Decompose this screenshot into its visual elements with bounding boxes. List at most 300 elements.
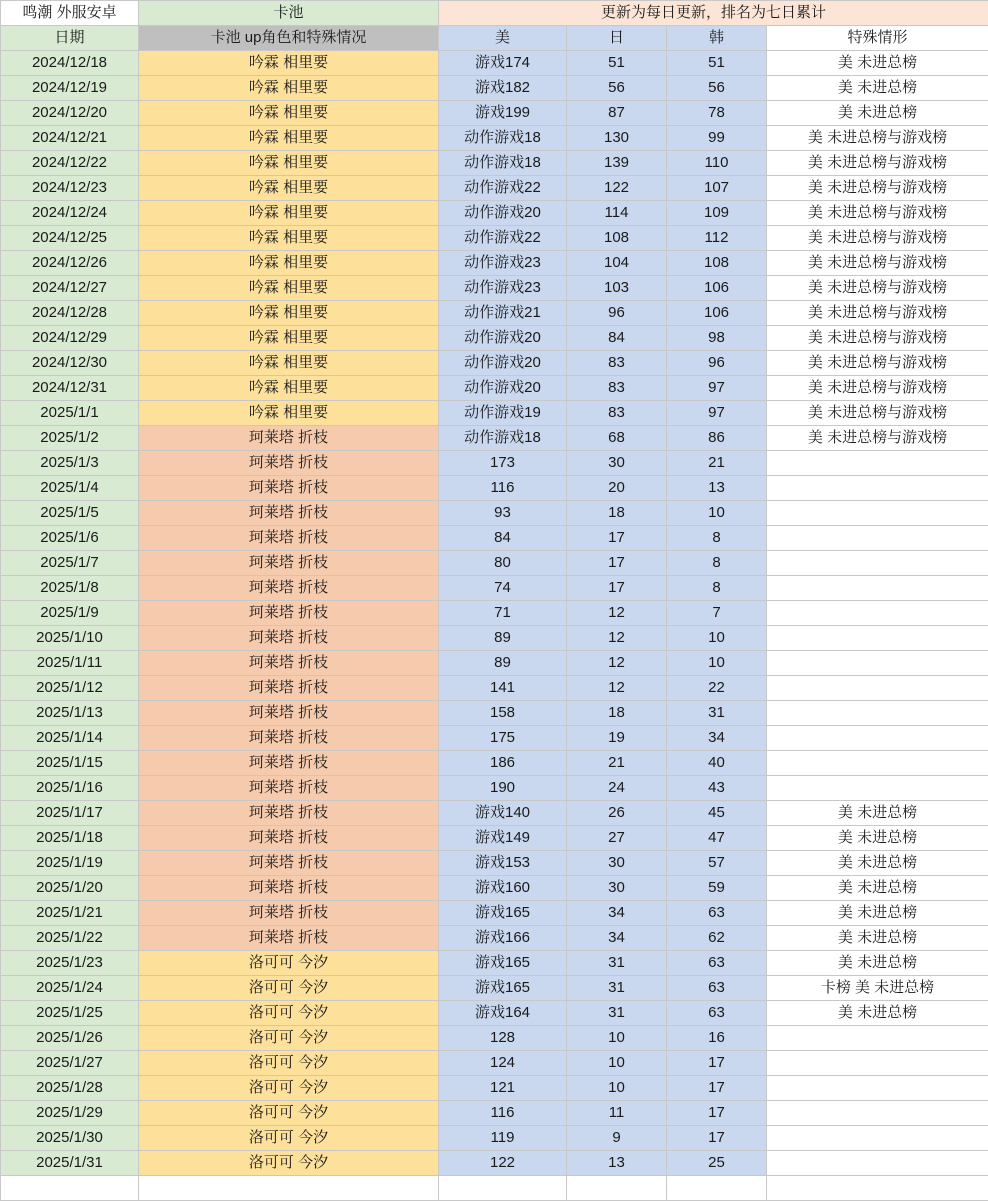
cell-us-rank: 175 — [439, 726, 567, 751]
cell-date: 2024/12/25 — [1, 226, 139, 251]
cell-pool: 吟霖 相里要 — [139, 201, 439, 226]
table-row — [1, 1076, 988, 1101]
cell-kr-rank: 96 — [667, 351, 767, 376]
table-row — [1, 451, 988, 476]
cell-jp-rank: 51 — [567, 51, 667, 76]
cell-jp-rank: 18 — [567, 701, 667, 726]
table-row — [1, 551, 988, 576]
cell-note: 美 未进总榜 — [767, 101, 988, 126]
cell-jp-rank: 96 — [567, 301, 667, 326]
cell-note: 美 未进总榜与游戏榜 — [767, 401, 988, 426]
cell-us-rank: 190 — [439, 776, 567, 801]
cell-date: 2025/1/18 — [1, 826, 139, 851]
cell-jp-rank: 68 — [567, 426, 667, 451]
cell-kr-rank: 17 — [667, 1126, 767, 1151]
empty-cell — [139, 1176, 439, 1201]
cell-date: 2025/1/16 — [1, 776, 139, 801]
cell-pool: 珂莱塔 折枝 — [139, 826, 439, 851]
cell-note: 美 未进总榜与游戏榜 — [767, 301, 988, 326]
cell-date: 2024/12/26 — [1, 251, 139, 276]
cell-pool: 洛可可 今汐 — [139, 1051, 439, 1076]
cell-pool: 洛可可 今汐 — [139, 951, 439, 976]
cell-jp-rank: 103 — [567, 276, 667, 301]
cell-jp-rank: 139 — [567, 151, 667, 176]
cell-note — [767, 726, 988, 751]
cell-note: 美 未进总榜 — [767, 876, 988, 901]
cell-kr-rank: 17 — [667, 1051, 767, 1076]
cell-note: 美 未进总榜与游戏榜 — [767, 226, 988, 251]
cell-pool: 珂莱塔 折枝 — [139, 551, 439, 576]
cell-pool: 珂莱塔 折枝 — [139, 751, 439, 776]
cell-pool: 吟霖 相里要 — [139, 301, 439, 326]
cell-jp-rank: 83 — [567, 376, 667, 401]
cell-pool: 珂莱塔 折枝 — [139, 451, 439, 476]
cell-date: 2025/1/15 — [1, 751, 139, 776]
cell-kr-rank: 106 — [667, 301, 767, 326]
cell-us-rank: 141 — [439, 676, 567, 701]
cell-pool: 洛可可 今汐 — [139, 1026, 439, 1051]
table-row — [1, 376, 988, 401]
cell-note — [767, 551, 988, 576]
cell-note — [767, 1151, 988, 1176]
cell-date: 2024/12/27 — [1, 276, 139, 301]
cell-pool: 珂莱塔 折枝 — [139, 526, 439, 551]
cell-jp-rank: 9 — [567, 1126, 667, 1151]
cell-kr-rank: 63 — [667, 976, 767, 1001]
cell-jp-rank: 11 — [567, 1101, 667, 1126]
cell-note — [767, 751, 988, 776]
cell-date: 2025/1/24 — [1, 976, 139, 1001]
cell-us-rank: 游戏160 — [439, 876, 567, 901]
cell-jp-rank: 56 — [567, 76, 667, 101]
cell-us-rank: 74 — [439, 576, 567, 601]
cell-jp-rank: 17 — [567, 576, 667, 601]
cell-note: 美 未进总榜与游戏榜 — [767, 151, 988, 176]
table-row — [1, 1001, 988, 1026]
empty-cell — [439, 1176, 567, 1201]
cell-us-rank: 173 — [439, 451, 567, 476]
cell-kr-rank: 47 — [667, 826, 767, 851]
cell-kr-rank: 86 — [667, 426, 767, 451]
cell-pool: 珂莱塔 折枝 — [139, 926, 439, 951]
empty-cell — [767, 1176, 988, 1201]
cell-note: 美 未进总榜与游戏榜 — [767, 351, 988, 376]
table-row — [1, 151, 988, 176]
cell-kr-rank: 34 — [667, 726, 767, 751]
cell-date: 2025/1/11 — [1, 651, 139, 676]
cell-note: 美 未进总榜与游戏榜 — [767, 126, 988, 151]
cell-jp-rank: 114 — [567, 201, 667, 226]
cell-note: 美 未进总榜与游戏榜 — [767, 426, 988, 451]
table-row — [1, 326, 988, 351]
cell-kr-rank: 99 — [667, 126, 767, 151]
cell-kr-rank: 17 — [667, 1101, 767, 1126]
cell-pool: 珂莱塔 折枝 — [139, 476, 439, 501]
cell-note — [767, 501, 988, 526]
cell-kr-rank: 7 — [667, 601, 767, 626]
cell-us-rank: 动作游戏20 — [439, 326, 567, 351]
cell-jp-rank: 17 — [567, 526, 667, 551]
cell-note — [767, 451, 988, 476]
cell-us-rank: 121 — [439, 1076, 567, 1101]
table-row — [1, 826, 988, 851]
cell-us-rank: 119 — [439, 1126, 567, 1151]
cell-note: 美 未进总榜与游戏榜 — [767, 376, 988, 401]
cell-date: 2024/12/24 — [1, 201, 139, 226]
cell-note: 美 未进总榜 — [767, 51, 988, 76]
cell-date: 2024/12/30 — [1, 351, 139, 376]
cell-jp-rank: 108 — [567, 226, 667, 251]
cell-date: 2025/1/10 — [1, 626, 139, 651]
cell-note — [767, 776, 988, 801]
cell-pool: 洛可可 今汐 — [139, 1101, 439, 1126]
cell-note: 美 未进总榜 — [767, 1001, 988, 1026]
cell-date: 2024/12/23 — [1, 176, 139, 201]
cell-note: 美 未进总榜 — [767, 951, 988, 976]
cell-kr-rank: 13 — [667, 476, 767, 501]
header-row — [1, 26, 988, 51]
cell-kr-rank: 97 — [667, 401, 767, 426]
cell-pool: 珂莱塔 折枝 — [139, 901, 439, 926]
cell-us-rank: 80 — [439, 551, 567, 576]
cell-pool: 洛可可 今汐 — [139, 1001, 439, 1026]
cell-note: 美 未进总榜 — [767, 826, 988, 851]
cell-jp-rank: 12 — [567, 626, 667, 651]
table-row — [1, 1151, 988, 1176]
cell-date: 2024/12/31 — [1, 376, 139, 401]
cell-date: 2025/1/7 — [1, 551, 139, 576]
empty-row — [1, 1176, 988, 1201]
table-row — [1, 801, 988, 826]
cell-date: 2025/1/17 — [1, 801, 139, 826]
cell-jp-rank: 104 — [567, 251, 667, 276]
cell-pool: 吟霖 相里要 — [139, 351, 439, 376]
cell-us-rank: 186 — [439, 751, 567, 776]
cell-us-rank: 游戏182 — [439, 76, 567, 101]
cell-jp-rank: 84 — [567, 326, 667, 351]
cell-jp-rank: 83 — [567, 401, 667, 426]
table-row — [1, 201, 988, 226]
cell-us-rank: 116 — [439, 476, 567, 501]
table-row — [1, 601, 988, 626]
cell-date: 2025/1/20 — [1, 876, 139, 901]
table-row — [1, 476, 988, 501]
cell-note: 美 未进总榜与游戏榜 — [767, 201, 988, 226]
cell-pool: 吟霖 相里要 — [139, 276, 439, 301]
cell-pool: 洛可可 今汐 — [139, 1126, 439, 1151]
cell-us-rank: 动作游戏23 — [439, 276, 567, 301]
table-row — [1, 276, 988, 301]
table-row — [1, 501, 988, 526]
cell-jp-rank: 30 — [567, 876, 667, 901]
cell-date: 2025/1/23 — [1, 951, 139, 976]
table-row — [1, 901, 988, 926]
cell-kr-rank: 97 — [667, 376, 767, 401]
cell-pool: 洛可可 今汐 — [139, 1076, 439, 1101]
cell-us-rank: 124 — [439, 1051, 567, 1076]
cell-date: 2024/12/20 — [1, 101, 139, 126]
game-title-cell: 鸣潮 外服安卓 — [1, 1, 139, 26]
cell-us-rank: 游戏165 — [439, 951, 567, 976]
cell-jp-rank: 20 — [567, 476, 667, 501]
cell-date: 2025/1/21 — [1, 901, 139, 926]
table-row — [1, 576, 988, 601]
cell-jp-rank: 30 — [567, 851, 667, 876]
table-row — [1, 701, 988, 726]
cell-us-rank: 游戏174 — [439, 51, 567, 76]
cell-kr-rank: 63 — [667, 1001, 767, 1026]
cell-pool: 珂莱塔 折枝 — [139, 651, 439, 676]
cell-jp-rank: 18 — [567, 501, 667, 526]
cell-kr-rank: 98 — [667, 326, 767, 351]
cell-note — [767, 651, 988, 676]
cell-jp-rank: 12 — [567, 676, 667, 701]
table-row — [1, 401, 988, 426]
cell-us-rank: 动作游戏18 — [439, 151, 567, 176]
cell-note — [767, 601, 988, 626]
cell-date: 2025/1/22 — [1, 926, 139, 951]
cell-us-rank: 游戏165 — [439, 901, 567, 926]
cell-pool: 洛可可 今汐 — [139, 1151, 439, 1176]
table-row — [1, 301, 988, 326]
cell-pool: 吟霖 相里要 — [139, 326, 439, 351]
cell-us-rank: 动作游戏20 — [439, 201, 567, 226]
cell-pool: 吟霖 相里要 — [139, 151, 439, 176]
cell-kr-rank: 63 — [667, 951, 767, 976]
cell-us-rank: 动作游戏20 — [439, 376, 567, 401]
cell-us-rank: 游戏140 — [439, 801, 567, 826]
cell-note — [767, 476, 988, 501]
cell-kr-rank: 22 — [667, 676, 767, 701]
table-row — [1, 926, 988, 951]
cell-note — [767, 626, 988, 651]
table-row — [1, 351, 988, 376]
table-body — [1, 1, 988, 1201]
cell-pool: 洛可可 今汐 — [139, 976, 439, 1001]
table-row — [1, 1126, 988, 1151]
cell-date: 2025/1/25 — [1, 1001, 139, 1026]
cell-kr-rank: 108 — [667, 251, 767, 276]
cell-date: 2025/1/4 — [1, 476, 139, 501]
cell-date: 2025/1/29 — [1, 1101, 139, 1126]
cell-date: 2025/1/14 — [1, 726, 139, 751]
cell-us-rank: 116 — [439, 1101, 567, 1126]
table-row — [1, 526, 988, 551]
table-row — [1, 751, 988, 776]
cell-note: 美 未进总榜与游戏榜 — [767, 276, 988, 301]
cell-kr-rank: 21 — [667, 451, 767, 476]
cell-note: 卡榜 美 未进总榜 — [767, 976, 988, 1001]
cell-kr-rank: 25 — [667, 1151, 767, 1176]
pool-title-cell: 卡池 — [139, 1, 439, 26]
cell-jp-rank: 31 — [567, 976, 667, 1001]
empty-cell — [667, 1176, 767, 1201]
cell-us-rank: 动作游戏22 — [439, 176, 567, 201]
cell-date: 2025/1/8 — [1, 576, 139, 601]
cell-pool: 珂莱塔 折枝 — [139, 501, 439, 526]
cell-us-rank: 122 — [439, 1151, 567, 1176]
cell-jp-rank: 34 — [567, 926, 667, 951]
table-row — [1, 226, 988, 251]
cell-note: 美 未进总榜 — [767, 851, 988, 876]
cell-note: 美 未进总榜 — [767, 926, 988, 951]
cell-jp-rank: 10 — [567, 1076, 667, 1101]
cell-note — [767, 1051, 988, 1076]
cell-kr-rank: 110 — [667, 151, 767, 176]
table-row — [1, 1051, 988, 1076]
cell-kr-rank: 109 — [667, 201, 767, 226]
cell-kr-rank: 112 — [667, 226, 767, 251]
cell-kr-rank: 51 — [667, 51, 767, 76]
cell-kr-rank: 8 — [667, 551, 767, 576]
update-note-cell: 更新为每日更新，排名为七日累计 — [439, 1, 988, 26]
cell-us-rank: 动作游戏19 — [439, 401, 567, 426]
cell-kr-rank: 10 — [667, 651, 767, 676]
cell-jp-rank: 83 — [567, 351, 667, 376]
cell-us-rank: 动作游戏20 — [439, 351, 567, 376]
cell-kr-rank: 40 — [667, 751, 767, 776]
cell-jp-rank: 12 — [567, 651, 667, 676]
cell-date: 2025/1/6 — [1, 526, 139, 551]
cell-kr-rank: 56 — [667, 76, 767, 101]
cell-note — [767, 1076, 988, 1101]
cell-date: 2024/12/22 — [1, 151, 139, 176]
cell-note — [767, 1101, 988, 1126]
cell-date: 2025/1/12 — [1, 676, 139, 701]
cell-pool: 吟霖 相里要 — [139, 401, 439, 426]
table-row — [1, 126, 988, 151]
table-row — [1, 101, 988, 126]
cell-kr-rank: 8 — [667, 576, 767, 601]
cell-jp-rank: 17 — [567, 551, 667, 576]
cell-us-rank: 89 — [439, 626, 567, 651]
header-note: 特殊情形 — [767, 26, 988, 51]
table-row — [1, 251, 988, 276]
cell-date: 2025/1/19 — [1, 851, 139, 876]
cell-note: 美 未进总榜 — [767, 76, 988, 101]
cell-date: 2025/1/9 — [1, 601, 139, 626]
cell-kr-rank: 17 — [667, 1076, 767, 1101]
cell-kr-rank: 10 — [667, 501, 767, 526]
cell-pool: 珂莱塔 折枝 — [139, 426, 439, 451]
cell-date: 2024/12/19 — [1, 76, 139, 101]
cell-jp-rank: 26 — [567, 801, 667, 826]
cell-us-rank: 游戏153 — [439, 851, 567, 876]
header-jp: 日 — [567, 26, 667, 51]
table-row — [1, 676, 988, 701]
cell-jp-rank: 34 — [567, 901, 667, 926]
cell-pool: 珂莱塔 折枝 — [139, 726, 439, 751]
title-row — [1, 1, 988, 26]
cell-pool: 吟霖 相里要 — [139, 126, 439, 151]
empty-cell — [1, 1176, 139, 1201]
cell-kr-rank: 59 — [667, 876, 767, 901]
table-row — [1, 651, 988, 676]
empty-cell — [567, 1176, 667, 1201]
cell-pool: 珂莱塔 折枝 — [139, 776, 439, 801]
table-row — [1, 51, 988, 76]
cell-us-rank: 游戏165 — [439, 976, 567, 1001]
cell-date: 2025/1/30 — [1, 1126, 139, 1151]
table-row — [1, 951, 988, 976]
cell-us-rank: 动作游戏18 — [439, 126, 567, 151]
cell-kr-rank: 106 — [667, 276, 767, 301]
cell-date: 2025/1/27 — [1, 1051, 139, 1076]
cell-jp-rank: 21 — [567, 751, 667, 776]
cell-pool: 珂莱塔 折枝 — [139, 801, 439, 826]
table-row — [1, 776, 988, 801]
cell-pool: 吟霖 相里要 — [139, 376, 439, 401]
cell-jp-rank: 10 — [567, 1051, 667, 1076]
cell-pool: 吟霖 相里要 — [139, 51, 439, 76]
cell-jp-rank: 10 — [567, 1026, 667, 1051]
cell-jp-rank: 30 — [567, 451, 667, 476]
cell-note — [767, 1026, 988, 1051]
cell-note — [767, 576, 988, 601]
cell-pool: 珂莱塔 折枝 — [139, 676, 439, 701]
cell-date: 2025/1/13 — [1, 701, 139, 726]
cell-jp-rank: 12 — [567, 601, 667, 626]
cell-pool: 吟霖 相里要 — [139, 251, 439, 276]
cell-jp-rank: 122 — [567, 176, 667, 201]
cell-kr-rank: 10 — [667, 626, 767, 651]
cell-kr-rank: 31 — [667, 701, 767, 726]
cell-date: 2024/12/28 — [1, 301, 139, 326]
cell-date: 2025/1/5 — [1, 501, 139, 526]
table-row — [1, 76, 988, 101]
header-us: 美 — [439, 26, 567, 51]
cell-jp-rank: 19 — [567, 726, 667, 751]
table-row — [1, 726, 988, 751]
cell-us-rank: 93 — [439, 501, 567, 526]
cell-kr-rank: 63 — [667, 901, 767, 926]
cell-jp-rank: 13 — [567, 1151, 667, 1176]
cell-date: 2025/1/2 — [1, 426, 139, 451]
cell-note: 美 未进总榜与游戏榜 — [767, 251, 988, 276]
cell-kr-rank: 78 — [667, 101, 767, 126]
cell-pool: 珂莱塔 折枝 — [139, 601, 439, 626]
table-row — [1, 426, 988, 451]
cell-pool: 珂莱塔 折枝 — [139, 851, 439, 876]
cell-note — [767, 676, 988, 701]
cell-jp-rank: 31 — [567, 1001, 667, 1026]
table-row — [1, 1026, 988, 1051]
cell-date: 2024/12/21 — [1, 126, 139, 151]
table-row — [1, 976, 988, 1001]
cell-kr-rank: 57 — [667, 851, 767, 876]
cell-kr-rank: 43 — [667, 776, 767, 801]
cell-us-rank: 158 — [439, 701, 567, 726]
cell-pool: 吟霖 相里要 — [139, 76, 439, 101]
cell-pool: 吟霖 相里要 — [139, 226, 439, 251]
cell-us-rank: 游戏149 — [439, 826, 567, 851]
header-date: 日期 — [1, 26, 139, 51]
cell-us-rank: 71 — [439, 601, 567, 626]
cell-note — [767, 1126, 988, 1151]
cell-note: 美 未进总榜与游戏榜 — [767, 176, 988, 201]
cell-us-rank: 游戏164 — [439, 1001, 567, 1026]
cell-date: 2025/1/3 — [1, 451, 139, 476]
table-row — [1, 851, 988, 876]
cell-pool: 吟霖 相里要 — [139, 101, 439, 126]
cell-note — [767, 526, 988, 551]
cell-note: 美 未进总榜 — [767, 801, 988, 826]
table-row — [1, 1101, 988, 1126]
cell-us-rank: 动作游戏18 — [439, 426, 567, 451]
cell-jp-rank: 27 — [567, 826, 667, 851]
table-row — [1, 626, 988, 651]
cell-us-rank: 游戏166 — [439, 926, 567, 951]
